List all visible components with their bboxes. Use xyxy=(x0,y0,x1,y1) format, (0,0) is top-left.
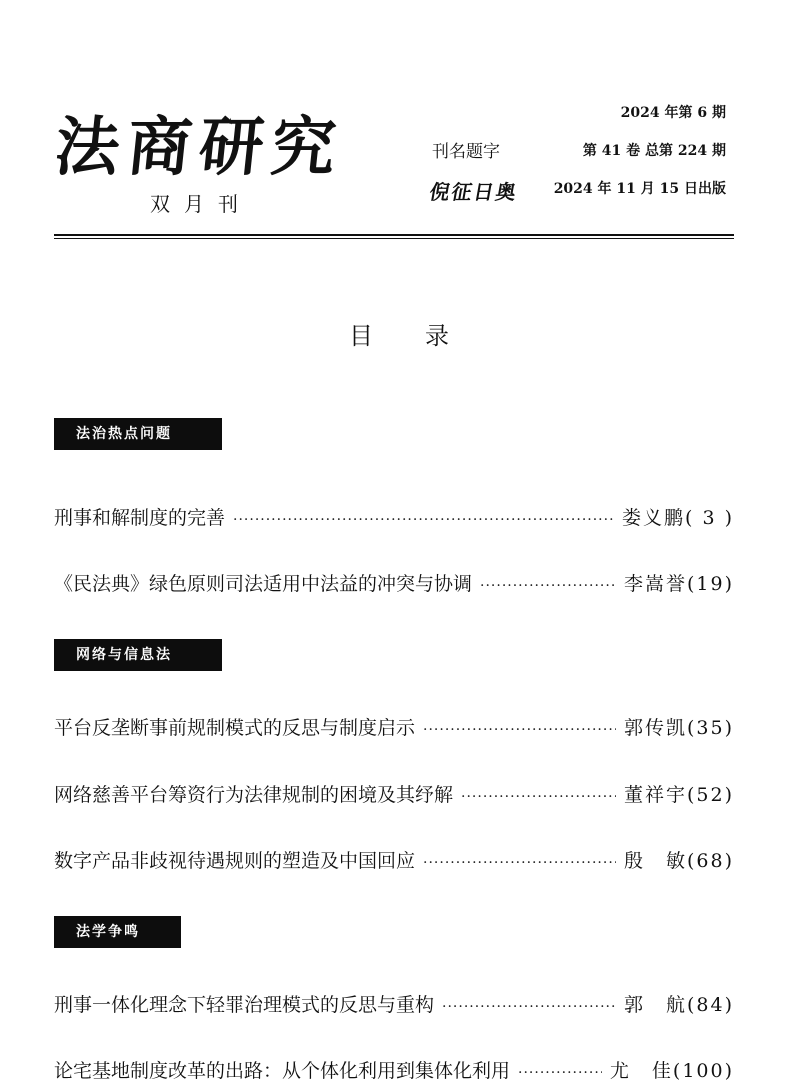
volume-number: 第 41 卷 总第 224 期 xyxy=(582,143,726,159)
toc-entry[interactable] xyxy=(54,780,734,808)
entry-page: ( 84 ) xyxy=(687,994,734,1016)
entry-title: 数字产品非歧视待遇规则的塑造及中国回应 xyxy=(54,850,416,872)
entry-page: ( 19 ) xyxy=(687,573,734,595)
entry-page: ( 100 ) xyxy=(673,1060,734,1082)
entry-author: 殷 敏 xyxy=(623,850,687,872)
calligraphy-label: 刊名题字 xyxy=(432,142,500,162)
dot-leader xyxy=(233,512,614,528)
section-label: 网络与信息法 xyxy=(54,639,222,671)
entry-author: 李嵩誉 xyxy=(623,573,687,595)
header-rule-thin xyxy=(54,238,734,239)
entry-author: 娄义鹏 xyxy=(621,507,685,529)
entry-author: 董祥宇 xyxy=(623,784,687,806)
toc-entry[interactable] xyxy=(54,990,734,1018)
header-rule-thick xyxy=(54,234,734,236)
entry-title: 网络慈善平台筹资行为法律规制的困境及其纾解 xyxy=(54,784,454,806)
entry-title: 《民法典》绿色原则司法适用中法益的冲突与协调 xyxy=(54,573,473,595)
section-label: 法治热点问题 xyxy=(54,418,222,450)
section-label: 法学争鸣 xyxy=(54,916,181,948)
dot-leader xyxy=(480,578,616,594)
toc-entry[interactable] xyxy=(54,713,734,741)
toc-heading: 目录 xyxy=(349,322,501,350)
calligrapher-name: 倪征日奥 xyxy=(427,180,520,204)
publication-date: 2024 年 11 月 15 日出版 xyxy=(553,181,726,197)
entry-author: 郭 航 xyxy=(623,994,687,1016)
journal-title: 法商研究 xyxy=(51,110,348,185)
entry-page: ( 68 ) xyxy=(687,850,734,872)
issue-number: 2024 年第 6 期 xyxy=(620,105,726,121)
entry-page: ( 35 ) xyxy=(687,717,734,739)
toc-entry[interactable] xyxy=(54,503,734,531)
entry-title: 平台反垄断事前规制模式的反思与制度启示 xyxy=(54,717,416,739)
entry-page: ( 3 ) xyxy=(685,507,734,529)
toc-entry[interactable] xyxy=(54,846,734,874)
dot-leader xyxy=(423,722,616,738)
entry-title: 论宅基地制度改革的出路：从个体化利用到集体化利用 xyxy=(54,1060,511,1082)
entry-page: ( 52 ) xyxy=(687,784,734,806)
entry-author: 郭传凯 xyxy=(623,717,687,739)
dot-leader xyxy=(518,1065,602,1081)
dot-leader xyxy=(461,789,616,805)
entry-title: 刑事一体化理念下轻罪治理模式的反思与重构 xyxy=(54,994,435,1016)
entry-title: 刑事和解制度的完善 xyxy=(54,507,226,529)
toc-entry[interactable] xyxy=(54,569,734,597)
dot-leader xyxy=(442,999,616,1015)
entry-author: 尤 佳 xyxy=(609,1060,673,1082)
publication-frequency: 双月刊 xyxy=(150,192,252,216)
dot-leader xyxy=(423,855,616,871)
toc-entry[interactable] xyxy=(54,1056,734,1084)
